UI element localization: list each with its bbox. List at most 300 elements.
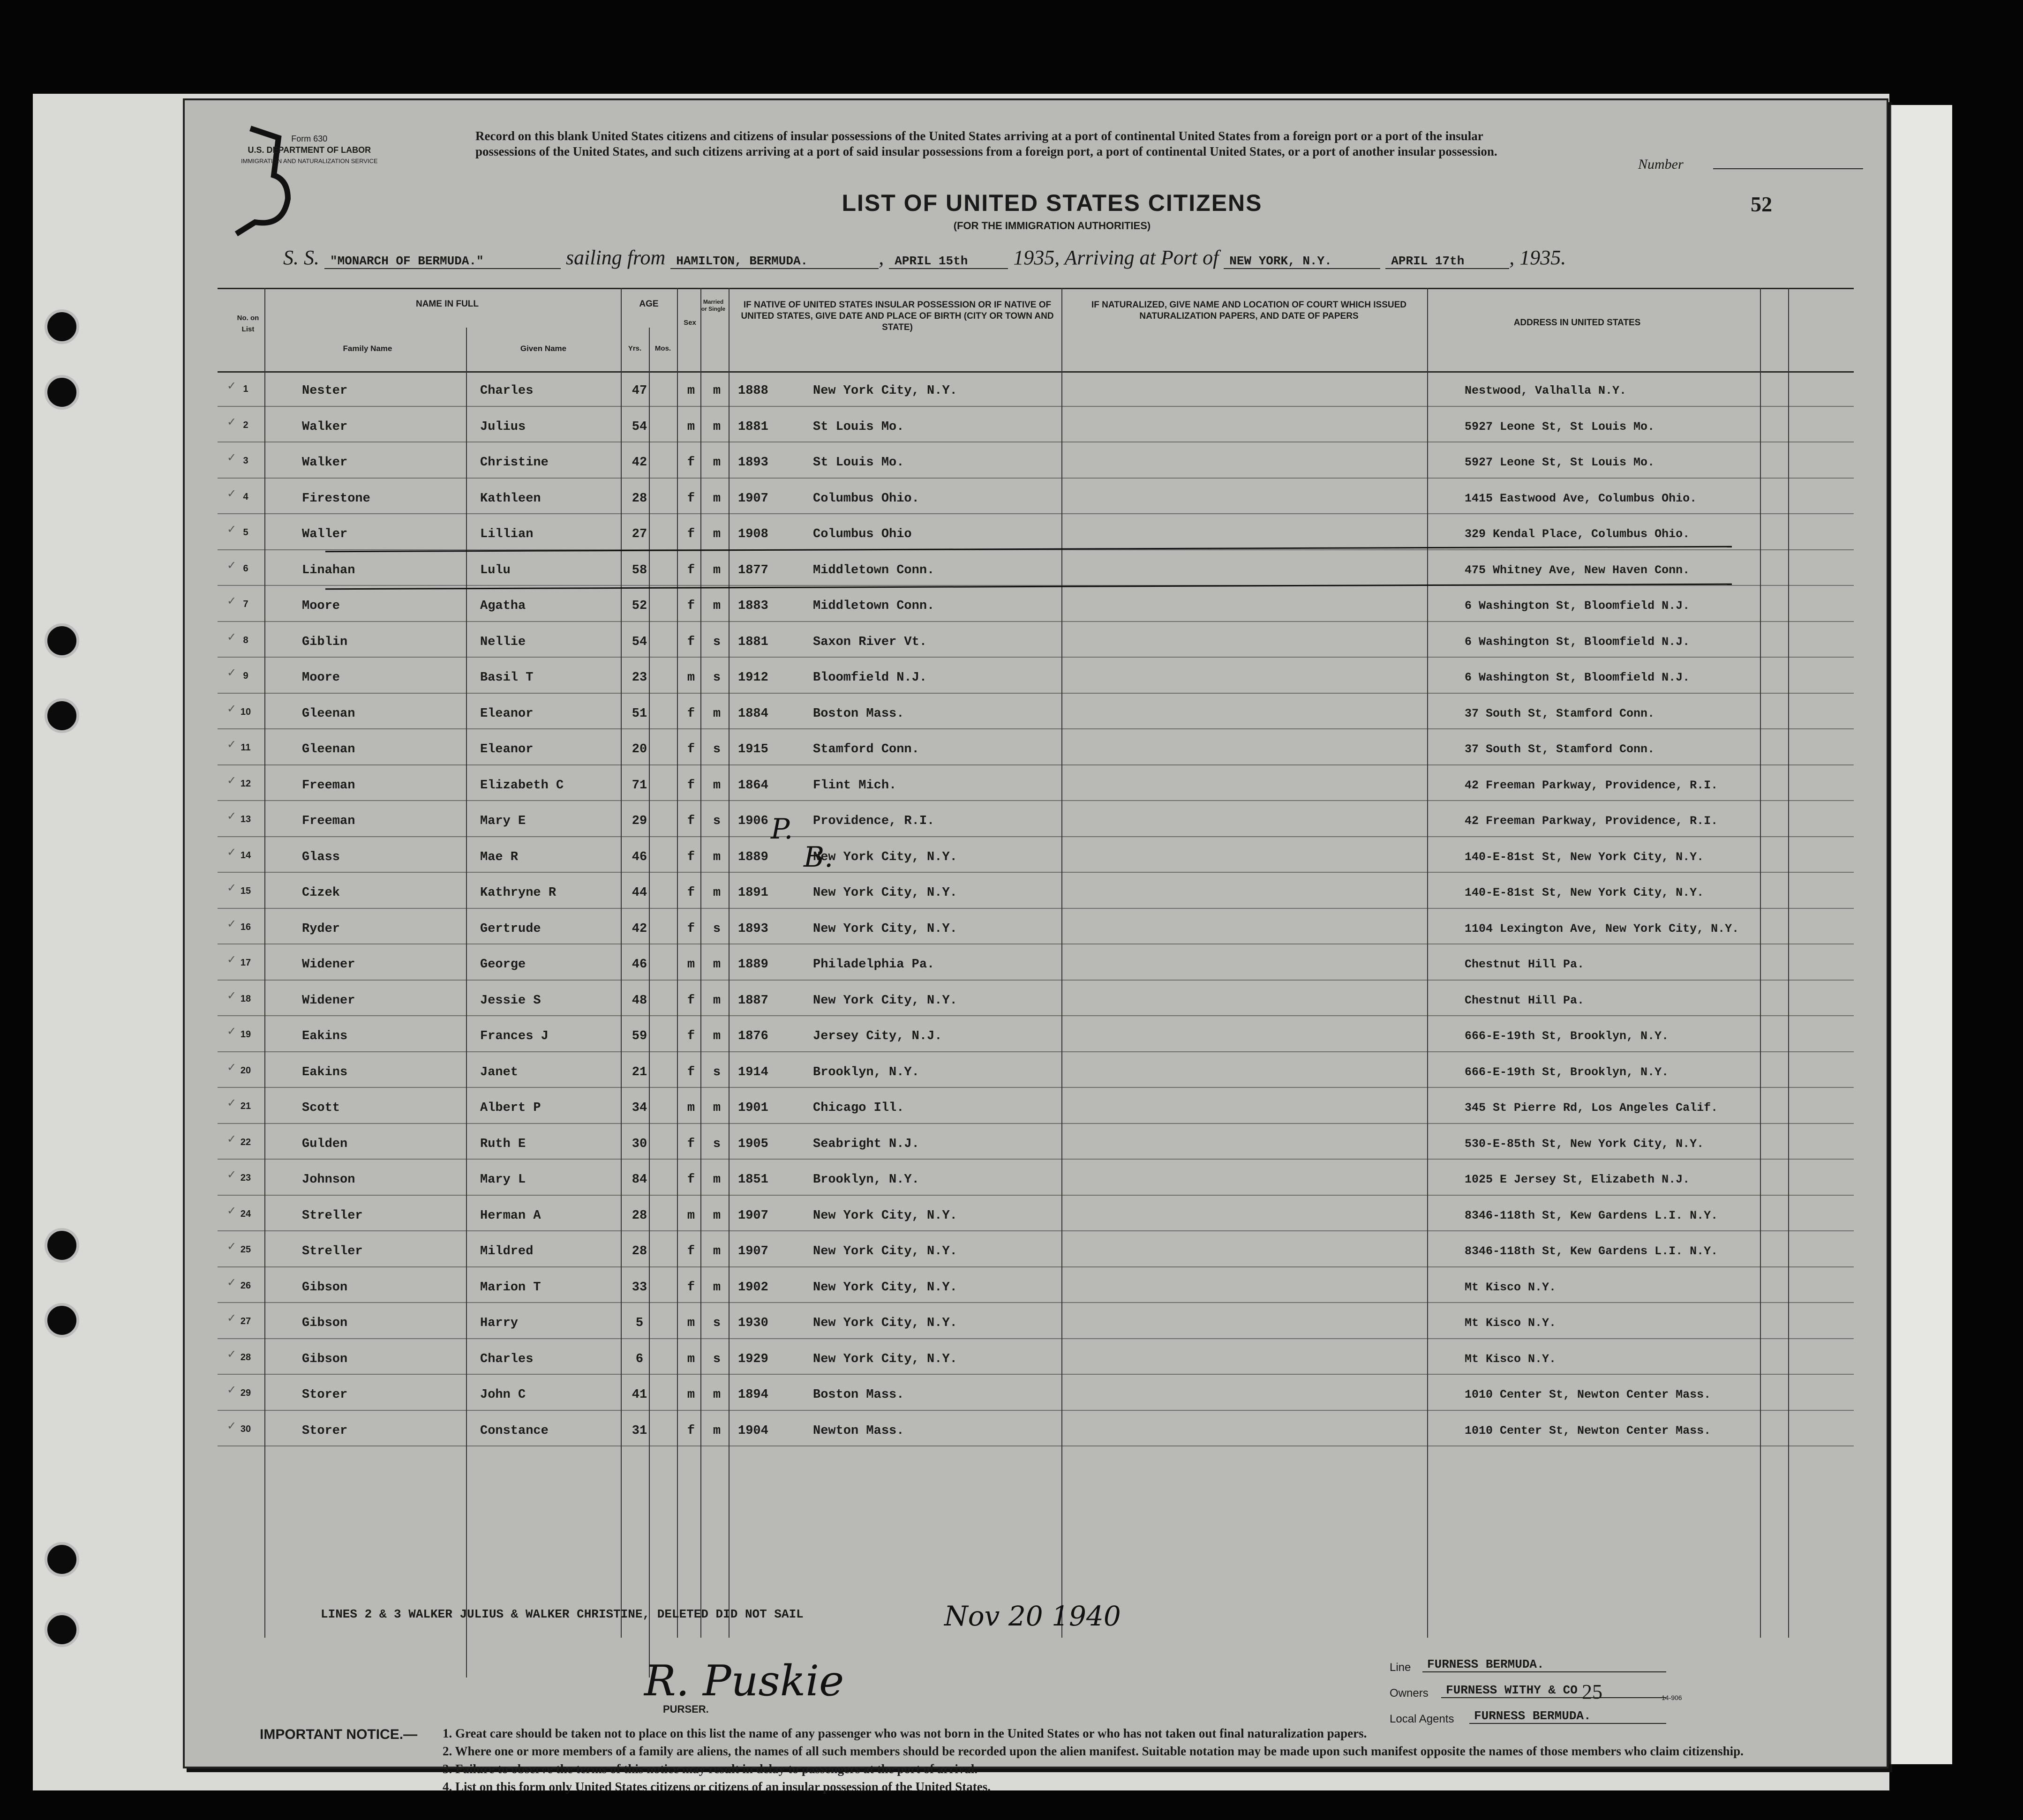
family-name: Scott bbox=[302, 1101, 340, 1115]
binder-hole bbox=[45, 1612, 79, 1647]
marital-status: m bbox=[713, 706, 721, 721]
age-years: 84 bbox=[632, 1173, 647, 1187]
birth-year: 1864 bbox=[738, 778, 768, 793]
family-name: Gibson bbox=[302, 1280, 348, 1295]
sex-code: f bbox=[687, 1423, 695, 1438]
row-number: 26 bbox=[240, 1280, 251, 1291]
form-identifier bbox=[241, 133, 378, 167]
sex-code: f bbox=[687, 1029, 695, 1043]
deletion-footnote: LINES 2 & 3 WALKER JULIUS & WALKER CHRISTINE, DELETED DID NOT SAIL bbox=[321, 1607, 804, 1621]
table-row bbox=[218, 1374, 1854, 1411]
check-mark-icon: ✓ bbox=[227, 1096, 237, 1109]
sex-code: m bbox=[687, 1101, 695, 1115]
birth-year: 1907 bbox=[738, 491, 768, 506]
table-row bbox=[218, 478, 1854, 515]
check-mark-icon: ✓ bbox=[227, 1347, 237, 1361]
sex-code: f bbox=[687, 563, 695, 577]
marital-status: m bbox=[713, 491, 721, 506]
check-mark-icon: ✓ bbox=[227, 594, 237, 607]
age-years: 6 bbox=[635, 1352, 644, 1366]
sex-code: m bbox=[687, 671, 695, 685]
age-years: 51 bbox=[632, 706, 647, 721]
column-rule bbox=[1427, 288, 1428, 1638]
column-rule bbox=[1760, 288, 1761, 1638]
birth-place: New York City, N.Y. bbox=[813, 1244, 957, 1258]
us-address: 6 Washington St, Bloomfield N.J. bbox=[1465, 635, 1690, 649]
given-name: Kathryne R bbox=[480, 886, 557, 900]
age-years: 42 bbox=[632, 456, 647, 470]
given-name: John C bbox=[480, 1388, 526, 1402]
us-address: 1104 Lexington Ave, New York City, N.Y. bbox=[1465, 921, 1739, 936]
given-name: Nellie bbox=[480, 635, 526, 649]
birth-year: 1883 bbox=[738, 599, 768, 613]
table-row bbox=[218, 1051, 1854, 1088]
birth-place: Providence, R.I. bbox=[813, 814, 935, 828]
marital-status: m bbox=[713, 384, 721, 398]
birth-place: Newton Mass. bbox=[813, 1423, 904, 1438]
ship-name: "MONARCH OF BERMUDA." bbox=[324, 254, 561, 269]
arrival-year: 35 bbox=[1540, 246, 1561, 269]
column-rule bbox=[700, 288, 701, 1638]
marital-status: m bbox=[713, 599, 721, 613]
age-years: 34 bbox=[632, 1101, 647, 1115]
birth-year: 1876 bbox=[738, 1029, 768, 1043]
check-mark-icon: ✓ bbox=[227, 666, 237, 679]
us-address: 6 Washington St, Bloomfield N.J. bbox=[1465, 599, 1690, 613]
family-name: Waller bbox=[302, 527, 348, 541]
birth-place: Chicago Ill. bbox=[813, 1101, 904, 1115]
birth-place: Columbus Ohio. bbox=[813, 491, 919, 506]
age-years: 23 bbox=[632, 671, 647, 685]
birth-year: 1929 bbox=[738, 1352, 768, 1366]
us-address: 8346-118th St, Kew Gardens L.I. N.Y. bbox=[1465, 1244, 1718, 1258]
given-name: Eleanor bbox=[480, 742, 534, 756]
birth-year: 1881 bbox=[738, 635, 768, 649]
sex-code: f bbox=[687, 886, 695, 900]
bureau-name: IMMIGRATION AND NATURALIZATION SERVICE bbox=[241, 157, 378, 165]
table-row bbox=[218, 657, 1854, 694]
birth-year: 1906 bbox=[738, 814, 768, 828]
binder-hole bbox=[45, 309, 79, 344]
sailing-date: APRIL 15th bbox=[889, 254, 1008, 269]
age-years: 59 bbox=[632, 1029, 647, 1043]
table-row bbox=[218, 1087, 1854, 1124]
voyage-line: S. S. "MONARCH OF BERMUDA." sailing from HAMILTON, BERMUDA. , APRIL 15th 1935, Arriving at Port of NEW YORK, N.Y. APRIL 17th , 1935. bbox=[283, 246, 1566, 269]
marital-status: m bbox=[713, 419, 721, 434]
us-address: 37 South St, Stamford Conn. bbox=[1465, 742, 1655, 756]
birth-place: Flint Mich. bbox=[813, 778, 897, 793]
sex-code: f bbox=[687, 814, 695, 828]
row-number: 7 bbox=[243, 599, 248, 609]
given-name: Jessie S bbox=[480, 993, 541, 1008]
sex-code: m bbox=[687, 384, 695, 398]
us-address: 6 Washington St, Bloomfield N.J. bbox=[1465, 671, 1690, 684]
sex-code: f bbox=[687, 635, 695, 649]
row-number: 5 bbox=[243, 527, 248, 538]
us-address: Nestwood, Valhalla N.Y. bbox=[1465, 384, 1627, 397]
family-name: Walker bbox=[302, 456, 348, 470]
age-years: 28 bbox=[632, 491, 647, 506]
table-row bbox=[218, 621, 1854, 658]
page-edge bbox=[1890, 105, 1952, 1764]
sex-code: f bbox=[687, 1137, 695, 1151]
marital-status: s bbox=[713, 814, 721, 828]
us-address: 1010 Center St, Newton Center Mass. bbox=[1465, 1388, 1711, 1401]
check-mark-icon: ✓ bbox=[227, 1240, 237, 1253]
row-number: 14 bbox=[240, 850, 251, 861]
sex-code: m bbox=[687, 1208, 695, 1223]
check-mark-icon: ✓ bbox=[227, 773, 237, 787]
birth-year: 1912 bbox=[738, 671, 768, 685]
birth-year: 1893 bbox=[738, 921, 768, 936]
age-years: 21 bbox=[632, 1065, 647, 1079]
birth-year: 1907 bbox=[738, 1208, 768, 1223]
marital-status: s bbox=[713, 1137, 721, 1151]
given-name: Charles bbox=[480, 1352, 534, 1366]
row-number: 6 bbox=[243, 563, 248, 574]
passenger-table bbox=[218, 288, 1854, 1438]
family-name: Nester bbox=[302, 384, 348, 398]
row-number: 23 bbox=[240, 1173, 251, 1183]
birth-year: 1889 bbox=[738, 958, 768, 972]
row-number: 9 bbox=[243, 671, 248, 681]
col-naturalized: IF NATURALIZED, GIVE NAME AND LOCATION OF COURT WHICH ISSUED NATURALIZATION PAPERS, AND DATE OF PAPERS bbox=[1091, 300, 1406, 321]
check-mark-icon: ✓ bbox=[227, 845, 237, 859]
age-years: 33 bbox=[632, 1280, 647, 1295]
birth-place: New York City, N.Y. bbox=[813, 886, 957, 900]
table-row bbox=[218, 442, 1854, 479]
birth-place: Columbus Ohio bbox=[813, 527, 912, 541]
birth-place: Middletown Conn. bbox=[813, 563, 935, 577]
given-name: Basil T bbox=[480, 671, 534, 685]
marital-status: s bbox=[713, 1316, 721, 1330]
table-row bbox=[218, 1266, 1854, 1303]
us-address: 475 Whitney Ave, New Haven Conn. bbox=[1465, 563, 1690, 577]
family-name: Eakins bbox=[302, 1029, 348, 1043]
check-mark-icon: ✓ bbox=[227, 702, 237, 715]
table-row bbox=[218, 370, 1854, 407]
col-name-in-full: NAME IN FULL bbox=[415, 299, 479, 309]
notice-item: 3. Failure to observe the terms of this notice may result in delay to passengers at the port of arrival. bbox=[443, 1762, 978, 1776]
given-name: Christine bbox=[480, 456, 549, 470]
page-title: LIST OF UNITED STATES CITIZENS bbox=[842, 190, 1263, 216]
binder-hole bbox=[45, 623, 79, 658]
sex-code: f bbox=[687, 456, 695, 470]
given-name: Albert P bbox=[480, 1101, 541, 1115]
birth-year: 1893 bbox=[738, 456, 768, 470]
birth-place: St Louis Mo. bbox=[813, 456, 904, 470]
check-mark-icon: ✓ bbox=[227, 1275, 237, 1289]
row-number: 27 bbox=[240, 1316, 251, 1326]
age-years: 71 bbox=[632, 778, 647, 793]
sex-code: f bbox=[687, 1280, 695, 1295]
birth-year: 1908 bbox=[738, 527, 768, 541]
given-name: Mary E bbox=[480, 814, 526, 828]
marital-status: s bbox=[713, 742, 721, 756]
sex-code: f bbox=[687, 850, 695, 864]
notice-item: 2. Where one or more members of a family are aliens, the names of all such members should be recorded upon the alien manifest. Suitable notation may be made upon such manifest opposite the names of those members who claim citizenship. bbox=[443, 1744, 1744, 1758]
sex-code: m bbox=[687, 419, 695, 434]
birth-place: New York City, N.Y. bbox=[813, 384, 957, 398]
binder-hole bbox=[45, 1228, 79, 1263]
column-rule bbox=[466, 328, 467, 1678]
check-mark-icon: ✓ bbox=[227, 487, 237, 500]
birth-year: 1914 bbox=[738, 1065, 768, 1079]
col-birth: IF NATIVE OF UNITED STATES INSULAR POSSESSION OR IF NATIVE OF UNITED STATES, GIVE DATE AND PLACE OF BIRTH (CITY OR TOWN AND STATE) bbox=[741, 300, 1054, 332]
check-mark-icon: ✓ bbox=[227, 1025, 237, 1038]
print-code: 14-906 bbox=[1662, 1694, 1682, 1701]
given-name: Mary L bbox=[480, 1173, 526, 1187]
age-years: 31 bbox=[632, 1423, 647, 1438]
purser-signature: R. Puskie bbox=[644, 1656, 844, 1706]
table-row bbox=[218, 1123, 1854, 1160]
check-mark-icon: ✓ bbox=[227, 415, 237, 428]
us-address: 42 Freeman Parkway, Providence, R.I. bbox=[1465, 814, 1718, 828]
marital-status: m bbox=[713, 1388, 721, 1402]
row-number: 13 bbox=[240, 814, 251, 824]
arrival-date: APRIL 17th bbox=[1385, 254, 1509, 269]
table-row bbox=[218, 1015, 1854, 1052]
table-row bbox=[218, 1230, 1854, 1267]
birth-year: 1887 bbox=[738, 993, 768, 1008]
check-mark-icon: ✓ bbox=[227, 1168, 237, 1181]
check-mark-icon: ✓ bbox=[227, 917, 237, 930]
department-name: U.S. DEPARTMENT OF LABOR bbox=[248, 145, 371, 155]
us-address: 1415 Eastwood Ave, Columbus Ohio. bbox=[1465, 491, 1697, 505]
table-row bbox=[218, 585, 1854, 622]
check-mark-icon: ✓ bbox=[227, 809, 237, 823]
row-number: 1 bbox=[243, 384, 248, 394]
col-yrs: Yrs. bbox=[628, 345, 642, 352]
table-row bbox=[218, 980, 1854, 1017]
check-mark-icon: ✓ bbox=[227, 738, 237, 751]
sex-code: f bbox=[687, 527, 695, 541]
marital-status: s bbox=[713, 921, 721, 936]
birth-place: Bloomfield N.J. bbox=[813, 671, 927, 685]
marital-status: s bbox=[713, 671, 721, 685]
row-number: 18 bbox=[240, 993, 251, 1004]
birth-year: 1891 bbox=[738, 886, 768, 900]
page-number: 52 bbox=[1751, 192, 1772, 216]
family-name: Moore bbox=[302, 671, 340, 685]
col-family-name: Family Name bbox=[343, 344, 392, 353]
birth-year: 1851 bbox=[738, 1173, 768, 1187]
check-mark-icon: ✓ bbox=[227, 523, 237, 536]
age-years: 41 bbox=[632, 1388, 647, 1402]
us-address: 140-E-81st St, New York City, N.Y. bbox=[1465, 850, 1704, 864]
given-name: Julius bbox=[480, 419, 526, 434]
table-row bbox=[218, 406, 1854, 443]
column-rule bbox=[677, 288, 678, 1638]
marital-status: s bbox=[713, 1065, 721, 1079]
row-number: 17 bbox=[240, 958, 251, 968]
sex-code: f bbox=[687, 706, 695, 721]
col-married-single: Married or Single bbox=[701, 299, 726, 312]
sex-code: f bbox=[687, 1244, 695, 1258]
given-name: Elizabeth C bbox=[480, 778, 564, 793]
page-subtitle: (FOR THE IMMIGRATION AUTHORITIES) bbox=[953, 220, 1151, 232]
sex-code: f bbox=[687, 742, 695, 756]
marital-status: m bbox=[713, 958, 721, 972]
marital-status: m bbox=[713, 1280, 721, 1295]
check-mark-icon: ✓ bbox=[227, 1419, 237, 1432]
row-number: 20 bbox=[240, 1065, 251, 1076]
table-header bbox=[218, 288, 1854, 373]
check-mark-icon: ✓ bbox=[227, 451, 237, 464]
family-name: Gulden bbox=[302, 1137, 348, 1151]
family-name: Streller bbox=[302, 1208, 363, 1223]
line-value: FURNESS BERMUDA. bbox=[1422, 1657, 1666, 1672]
given-name: Eleanor bbox=[480, 706, 534, 721]
age-years: 48 bbox=[632, 993, 647, 1008]
notice-list bbox=[443, 1724, 1826, 1796]
us-address: Chestnut Hill Pa. bbox=[1465, 993, 1585, 1007]
column-rule bbox=[1788, 288, 1789, 1638]
age-years: 54 bbox=[632, 419, 647, 434]
marital-status: m bbox=[713, 850, 721, 864]
row-number: 16 bbox=[240, 921, 251, 932]
family-name: Moore bbox=[302, 599, 340, 613]
birth-year: 1901 bbox=[738, 1101, 768, 1115]
handwritten-note: B. bbox=[804, 841, 834, 874]
birth-year: 1877 bbox=[738, 563, 768, 577]
arriving-label: Arriving at Port of bbox=[1064, 246, 1219, 269]
row-number: 28 bbox=[240, 1352, 251, 1363]
table-row bbox=[218, 836, 1854, 873]
row-number: 19 bbox=[240, 1029, 251, 1040]
col-address: ADDRESS IN UNITED STATES bbox=[1513, 318, 1641, 328]
number-field[interactable] bbox=[1713, 168, 1863, 169]
given-name: Ruth E bbox=[480, 1137, 526, 1151]
column-rule bbox=[621, 288, 622, 1638]
us-address: 329 Kendal Place, Columbus Ohio. bbox=[1465, 527, 1690, 541]
row-number: 10 bbox=[240, 706, 251, 717]
birth-place: Boston Mass. bbox=[813, 1388, 904, 1402]
marital-status: m bbox=[713, 1029, 721, 1043]
birth-place: Seabright N.J. bbox=[813, 1137, 919, 1151]
birth-place: New York City, N.Y. bbox=[813, 993, 957, 1008]
birth-place: New York City, N.Y. bbox=[813, 1208, 957, 1223]
number-label: Number bbox=[1638, 157, 1684, 172]
owners-value: FURNESS WITHY & CO bbox=[1441, 1683, 1666, 1698]
sex-code: f bbox=[687, 993, 695, 1008]
us-address: Mt Kisco N.Y. bbox=[1465, 1316, 1557, 1330]
row-number: 3 bbox=[243, 456, 248, 466]
birth-place: New York City, N.Y. bbox=[813, 921, 957, 936]
table-row bbox=[218, 1410, 1854, 1447]
row-number: 11 bbox=[241, 742, 251, 753]
col-mos: Mos. bbox=[654, 345, 671, 352]
birth-year: 1888 bbox=[738, 384, 768, 398]
birth-place: New York City, N.Y. bbox=[813, 1352, 957, 1366]
table-row bbox=[218, 764, 1854, 801]
marital-status: m bbox=[713, 527, 721, 541]
family-name: Freeman bbox=[302, 814, 355, 828]
row-number: 30 bbox=[240, 1423, 251, 1434]
age-years: 27 bbox=[632, 527, 647, 541]
birth-year: 1907 bbox=[738, 1244, 768, 1258]
table-row bbox=[218, 728, 1854, 765]
age-years: 46 bbox=[632, 850, 647, 864]
marital-status: m bbox=[713, 456, 721, 470]
given-name: Frances J bbox=[480, 1029, 549, 1043]
check-mark-icon: ✓ bbox=[227, 379, 237, 392]
row-number: 29 bbox=[240, 1388, 251, 1398]
col-given-name: Given Name bbox=[520, 344, 567, 353]
given-name: Lillian bbox=[480, 527, 534, 541]
sailing-port: HAMILTON, BERMUDA. bbox=[670, 254, 879, 269]
year-prefix: 19 bbox=[1519, 246, 1541, 269]
sex-code: f bbox=[687, 1173, 695, 1187]
us-address: 1025 E Jersey St, Elizabeth N.J. bbox=[1465, 1173, 1690, 1186]
birth-place: New York City, N.Y. bbox=[813, 1316, 957, 1330]
handwritten-note: P. bbox=[771, 813, 793, 846]
check-mark-icon: ✓ bbox=[227, 1060, 237, 1074]
year-prefix: 19 bbox=[1013, 246, 1034, 269]
stamp-number: 25 bbox=[1582, 1680, 1602, 1703]
row-number: 12 bbox=[240, 778, 251, 789]
us-address: 8346-118th St, Kew Gardens L.I. N.Y. bbox=[1465, 1208, 1718, 1222]
col-no-on-list: No. on List bbox=[237, 314, 259, 333]
sheet-mark-text: 15 bbox=[236, 172, 242, 177]
birth-place: New York City, N.Y. bbox=[813, 850, 957, 864]
birth-place: Middletown Conn. bbox=[813, 599, 935, 613]
birth-place: St Louis Mo. bbox=[813, 419, 904, 434]
birth-place: Saxon River Vt. bbox=[813, 635, 927, 649]
check-mark-icon: ✓ bbox=[227, 630, 237, 644]
owners-label: Owners bbox=[1390, 1687, 1429, 1700]
sex-code: m bbox=[687, 1316, 695, 1330]
agents-value: FURNESS BERMUDA. bbox=[1469, 1709, 1666, 1724]
family-name: Ryder bbox=[302, 921, 340, 936]
row-number: 4 bbox=[243, 491, 248, 502]
age-years: 44 bbox=[632, 886, 647, 900]
birth-year: 1905 bbox=[738, 1137, 768, 1151]
family-name: Storer bbox=[302, 1423, 348, 1438]
us-address: 5927 Leone St, St Louis Mo. bbox=[1465, 419, 1655, 434]
age-years: 20 bbox=[632, 742, 647, 756]
row-number: 22 bbox=[240, 1137, 251, 1147]
birth-year: 1930 bbox=[738, 1316, 768, 1330]
line-label: Line bbox=[1390, 1661, 1411, 1674]
col-sex: Sex bbox=[684, 319, 696, 327]
column-rule bbox=[649, 328, 650, 1678]
us-address: 37 South St, Stamford Conn. bbox=[1465, 706, 1655, 720]
given-name: George bbox=[480, 958, 526, 972]
col-age: AGE bbox=[639, 299, 659, 309]
check-mark-icon: ✓ bbox=[227, 953, 237, 966]
us-address: 5927 Leone St, St Louis Mo. bbox=[1465, 456, 1655, 469]
birth-place: Philadelphia Pa. bbox=[813, 958, 935, 972]
purser-label: PURSER. bbox=[663, 1703, 709, 1715]
family-name: Widener bbox=[302, 958, 355, 972]
family-name: Gleenan bbox=[302, 742, 355, 756]
table-row bbox=[218, 872, 1854, 909]
row-number: 8 bbox=[243, 635, 248, 645]
binder-hole bbox=[45, 1303, 79, 1338]
us-address: 140-E-81st St, New York City, N.Y. bbox=[1465, 886, 1704, 899]
us-address: Chestnut Hill Pa. bbox=[1465, 958, 1585, 971]
agents-label: Local Agents bbox=[1390, 1713, 1454, 1725]
table-row bbox=[218, 1195, 1854, 1232]
marital-status: m bbox=[713, 563, 721, 577]
family-name: Firestone bbox=[302, 491, 370, 506]
birth-place: Boston Mass. bbox=[813, 706, 904, 721]
marital-status: m bbox=[713, 886, 721, 900]
check-mark-icon: ✓ bbox=[227, 1132, 237, 1146]
age-years: 28 bbox=[632, 1208, 647, 1223]
marital-status: m bbox=[713, 1173, 721, 1187]
